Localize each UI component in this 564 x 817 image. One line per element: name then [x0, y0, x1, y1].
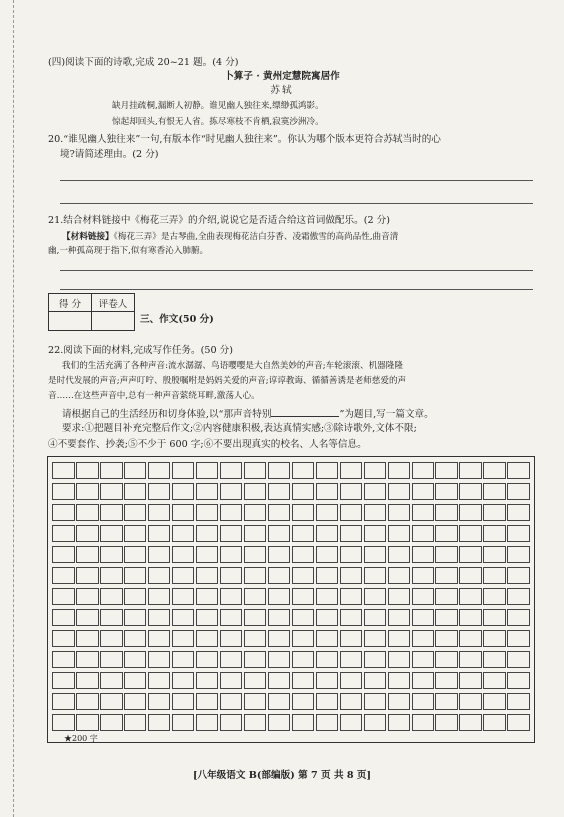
grid-cell[interactable] [172, 567, 195, 584]
score-cell[interactable] [49, 312, 92, 331]
grid-cell[interactable] [459, 672, 482, 689]
grid-cell[interactable] [292, 630, 315, 647]
grid-cell[interactable] [124, 567, 147, 584]
grid-cell[interactable] [435, 714, 458, 731]
grid-cell[interactable] [220, 588, 243, 605]
grid-cell[interactable] [100, 672, 123, 689]
grid-cell[interactable] [340, 714, 363, 731]
grid-cell[interactable] [435, 651, 458, 668]
grid-cell[interactable] [316, 588, 339, 605]
grid-cell[interactable] [340, 504, 363, 521]
grid-cell[interactable] [364, 567, 387, 584]
grid-cell[interactable] [244, 504, 267, 521]
grid-cell[interactable] [340, 462, 363, 479]
grid-cell[interactable] [292, 525, 315, 542]
grid-cell[interactable] [268, 483, 291, 500]
section-three-heading: 三、作文(50 分) [140, 314, 214, 325]
grid-cell[interactable] [507, 567, 530, 584]
material-p1-line-1: 我们的生活充满了各种声音:流水潺潺、鸟语嘤嘤是大自然美妙的声音;车轮滚滚、机器隆隆 [62, 361, 403, 371]
grid-cell[interactable] [244, 567, 267, 584]
grid-cell[interactable] [244, 462, 267, 479]
binding-line [13, 0, 14, 817]
requirements-line-1: 要求:①把题目补充完整后作文;②内容健康积极,表达真情实感;③除诗歌外,文体不限; [62, 423, 417, 434]
grid-cell[interactable] [507, 714, 530, 731]
grid-cell[interactable] [459, 651, 482, 668]
answer-line[interactable] [60, 180, 533, 181]
grid-cell[interactable] [100, 714, 123, 731]
grid-cell[interactable] [292, 693, 315, 710]
poem-title: 卜算子 · 黄州定慧院寓居作 [224, 71, 340, 82]
grid-cell[interactable] [148, 462, 171, 479]
grid-cell[interactable] [412, 483, 435, 500]
grid-cell[interactable] [435, 567, 458, 584]
grader-header: 评卷人 [92, 294, 135, 312]
grid-cell[interactable] [196, 504, 219, 521]
grid-cell[interactable] [196, 672, 219, 689]
grid-cell[interactable] [124, 483, 147, 500]
grid-cell[interactable] [435, 672, 458, 689]
grid-cell[interactable] [459, 588, 482, 605]
grid-cell[interactable] [124, 462, 147, 479]
question-22: 22.阅读下面的材料,完成写作任务。(50 分) [48, 345, 233, 356]
grid-cell[interactable] [388, 693, 411, 710]
grid-cell[interactable] [435, 588, 458, 605]
poem-author: 苏轼 [270, 85, 294, 96]
grid-cell[interactable] [268, 630, 291, 647]
grid-cell[interactable] [459, 546, 482, 563]
grid-cell[interactable] [196, 525, 219, 542]
grid-cell[interactable] [124, 588, 147, 605]
grid-cell[interactable] [507, 588, 530, 605]
grid-cell[interactable] [364, 546, 387, 563]
grid-cell[interactable] [388, 525, 411, 542]
grid-cell[interactable] [172, 525, 195, 542]
title-blank[interactable] [271, 406, 339, 417]
grid-cell[interactable] [292, 462, 315, 479]
grid-cell[interactable] [364, 462, 387, 479]
grid-cell[interactable] [268, 504, 291, 521]
grid-cell[interactable] [76, 651, 99, 668]
grid-cell[interactable] [100, 693, 123, 710]
grid-cell[interactable] [76, 693, 99, 710]
grid-cell[interactable] [340, 651, 363, 668]
grid-cell[interactable] [459, 504, 482, 521]
grid-cell[interactable] [220, 672, 243, 689]
grid-cell[interactable] [388, 714, 411, 731]
grid-cell[interactable] [148, 546, 171, 563]
grid-cell[interactable] [220, 546, 243, 563]
grid-cell[interactable] [220, 609, 243, 626]
grid-cell[interactable] [196, 651, 219, 668]
grid-cell[interactable] [292, 651, 315, 668]
grid-cell[interactable] [52, 651, 75, 668]
grid-cell[interactable] [459, 714, 482, 731]
grid-cell[interactable] [364, 525, 387, 542]
grid-cell[interactable] [412, 525, 435, 542]
grid-cell[interactable] [507, 693, 530, 710]
grid-cell[interactable] [340, 546, 363, 563]
grid-cell[interactable] [172, 693, 195, 710]
grid-cell[interactable] [100, 630, 123, 647]
grid-cell[interactable] [172, 609, 195, 626]
grid-cell[interactable] [244, 525, 267, 542]
grid-cell[interactable] [100, 588, 123, 605]
grid-cell[interactable] [172, 672, 195, 689]
grid-cell[interactable] [292, 567, 315, 584]
grid-cell[interactable] [196, 693, 219, 710]
grid-cell[interactable] [244, 672, 267, 689]
grid-cell[interactable] [220, 525, 243, 542]
grid-cell[interactable] [244, 651, 267, 668]
grid-cell[interactable] [100, 546, 123, 563]
grid-cell[interactable] [124, 504, 147, 521]
grid-cell[interactable] [435, 693, 458, 710]
grid-cell[interactable] [483, 693, 506, 710]
writing-task-prefix: 请根据自己的生活经历和切身体验,以“那声音特别 [62, 409, 272, 420]
grid-cell[interactable] [196, 714, 219, 731]
material-p1-line-3: 音……在这些声音中,总有一种声音萦绕耳畔,激荡人心。 [48, 391, 260, 401]
grid-cell[interactable] [268, 588, 291, 605]
grid-cell[interactable] [100, 651, 123, 668]
grid-cell[interactable] [196, 546, 219, 563]
grid-cell[interactable] [76, 714, 99, 731]
grid-cell[interactable] [507, 651, 530, 668]
grid-cell[interactable] [76, 609, 99, 626]
grid-cell[interactable] [483, 546, 506, 563]
grid-cell[interactable] [268, 525, 291, 542]
grid-cell[interactable] [268, 672, 291, 689]
grid-cell[interactable] [507, 462, 530, 479]
grid-cell[interactable] [76, 630, 99, 647]
grid-cell[interactable] [76, 504, 99, 521]
grid-cell[interactable] [244, 483, 267, 500]
question-21: 21.结合材料链接中《梅花三弄》的介绍,说说它是否适合给这首词做配乐。(2 分) [48, 215, 390, 226]
question-20-line-1: 20.“谁见幽人独往来”一句,有版本作“时见幽人独往来”。你认为哪个版本更符合苏轼当时的心 [48, 134, 441, 145]
grid-cell[interactable] [292, 609, 315, 626]
grid-cell[interactable] [459, 462, 482, 479]
grid-cell[interactable] [52, 504, 75, 521]
grid-cell[interactable] [76, 588, 99, 605]
grid-cell[interactable] [148, 483, 171, 500]
grid-cell[interactable] [268, 714, 291, 731]
grid-cell[interactable] [364, 651, 387, 668]
grid-cell[interactable] [220, 693, 243, 710]
grid-cell[interactable] [52, 609, 75, 626]
grid-cell[interactable] [459, 567, 482, 584]
grid-cell[interactable] [340, 693, 363, 710]
grid-cell[interactable] [483, 630, 506, 647]
grid-cell[interactable] [388, 609, 411, 626]
grid-cell[interactable] [388, 672, 411, 689]
grid-cell[interactable] [364, 672, 387, 689]
grid-cell[interactable] [52, 588, 75, 605]
grid-cell[interactable] [483, 609, 506, 626]
grid-cell[interactable] [412, 630, 435, 647]
grid-cell[interactable] [76, 525, 99, 542]
grid-cell[interactable] [172, 630, 195, 647]
grid-cell[interactable] [483, 525, 506, 542]
grid-cell[interactable] [388, 651, 411, 668]
grid-cell[interactable] [316, 546, 339, 563]
poem-line-1: 缺月挂疏桐,漏断人初静。谁见幽人独往来,缥缈孤鸿影。 [112, 101, 324, 111]
grid-cell[interactable] [483, 714, 506, 731]
grid-cell[interactable] [459, 630, 482, 647]
grid-cell[interactable] [124, 693, 147, 710]
grid-cell[interactable] [172, 462, 195, 479]
grid-cell[interactable] [124, 546, 147, 563]
grid-cell[interactable] [268, 567, 291, 584]
grid-cell[interactable] [52, 483, 75, 500]
grid-cell[interactable] [364, 609, 387, 626]
grid-cell[interactable] [124, 672, 147, 689]
answer-line[interactable] [60, 203, 533, 204]
grid-cell[interactable] [340, 588, 363, 605]
grid-cell[interactable] [148, 630, 171, 647]
grid-cell[interactable] [292, 714, 315, 731]
grid-cell[interactable] [244, 693, 267, 710]
grid-cell[interactable] [388, 462, 411, 479]
grid-cell[interactable] [459, 483, 482, 500]
grid-cell[interactable] [172, 651, 195, 668]
grid-cell[interactable] [435, 525, 458, 542]
grid-cell[interactable] [316, 630, 339, 647]
grid-cell[interactable] [316, 693, 339, 710]
grid-cell[interactable] [244, 714, 267, 731]
grid-cell[interactable] [100, 567, 123, 584]
grid-cell[interactable] [268, 651, 291, 668]
grid-cell[interactable] [316, 462, 339, 479]
material-line-2: 幽,一种孤高现于指下,似有寒香沁入肺腑。 [48, 246, 209, 256]
grid-cell[interactable] [316, 483, 339, 500]
grid-cell[interactable] [435, 462, 458, 479]
grid-cell[interactable] [316, 567, 339, 584]
grid-cell[interactable] [412, 546, 435, 563]
grid-cell[interactable] [412, 672, 435, 689]
page-footer: [八年级语文 B(部编版) 第 7 页 共 8 页] [192, 770, 372, 781]
grid-cell[interactable] [52, 672, 75, 689]
grid-cell[interactable] [507, 504, 530, 521]
poem-line-2: 惊起却回头,有恨无人省。拣尽寒枝不肯栖,寂寞沙洲冷。 [112, 117, 324, 127]
grid-cell[interactable] [292, 672, 315, 689]
requirements-line-2: ④不要套作、抄袭;⑤不少于 600 字;⑥不要出现真实的校名、人名等信息。 [48, 439, 367, 450]
grid-cell[interactable] [124, 630, 147, 647]
grid-cell[interactable] [100, 609, 123, 626]
grid-cell[interactable] [459, 525, 482, 542]
grid-cell[interactable] [412, 651, 435, 668]
grid-cell[interactable] [292, 483, 315, 500]
grid-cell[interactable] [435, 609, 458, 626]
grid-cell[interactable] [435, 546, 458, 563]
grid-cell[interactable] [148, 525, 171, 542]
answer-line[interactable] [60, 289, 533, 290]
grid-cell[interactable] [148, 651, 171, 668]
grid-cell[interactable] [340, 609, 363, 626]
grid-cell[interactable] [196, 462, 219, 479]
grid-cell[interactable] [52, 714, 75, 731]
grid-cell[interactable] [364, 483, 387, 500]
grid-cell[interactable] [388, 588, 411, 605]
grid-cell[interactable] [412, 714, 435, 731]
grid-cell[interactable] [507, 609, 530, 626]
grid-cell[interactable] [459, 609, 482, 626]
grid-cell[interactable] [507, 630, 530, 647]
grid-cell[interactable] [52, 630, 75, 647]
writing-task [62, 406, 434, 421]
grid-cell[interactable] [435, 630, 458, 647]
grid-cell[interactable] [316, 672, 339, 689]
grid-cell[interactable] [148, 609, 171, 626]
grid-cell[interactable] [268, 462, 291, 479]
grid-cell[interactable] [52, 693, 75, 710]
grid-cell[interactable] [124, 525, 147, 542]
grid-cell[interactable] [196, 567, 219, 584]
grid-cell[interactable] [52, 525, 75, 542]
grid-cell[interactable] [435, 504, 458, 521]
score-table [48, 293, 135, 331]
grid-cell[interactable] [483, 504, 506, 521]
grid-cell[interactable] [220, 714, 243, 731]
grid-cell[interactable] [268, 546, 291, 563]
writing-task-suffix: ”为题目,写一篇文章。 [339, 409, 434, 420]
grid-cell[interactable] [220, 462, 243, 479]
material-p1-line-2: 是时代发展的声音;声声叮咛、殷殷嘱咐是妈妈关爱的声音;谆谆教诲、循循善诱是老师慈爱的声 [48, 376, 407, 386]
grid-cell[interactable] [196, 609, 219, 626]
grid-cell[interactable] [340, 630, 363, 647]
grid-cell[interactable] [316, 504, 339, 521]
grid-cell[interactable] [388, 630, 411, 647]
grid-cell[interactable] [148, 588, 171, 605]
material-label: 【材料链接】 [62, 232, 114, 242]
material-text: 《梅花三弄》是古琴曲,全曲表现梅花洁白芬香、凌霜傲雪的高尚品性,曲音清 [113, 232, 399, 242]
grid-cell[interactable] [172, 588, 195, 605]
grid-cell[interactable] [76, 483, 99, 500]
grid-cell[interactable] [100, 525, 123, 542]
grid-cell[interactable] [76, 462, 99, 479]
grid-cell[interactable] [196, 483, 219, 500]
grid-cell[interactable] [412, 462, 435, 479]
grid-cell[interactable] [507, 546, 530, 563]
grid-cell[interactable] [100, 504, 123, 521]
question-20-line-2: 境?请简述理由。(2 分) [60, 149, 159, 160]
grid-cell[interactable] [220, 630, 243, 647]
grid-cell[interactable] [483, 483, 506, 500]
grid-cell[interactable] [340, 483, 363, 500]
grid-cell[interactable] [124, 651, 147, 668]
grid-cell[interactable] [244, 609, 267, 626]
grid-cell[interactable] [388, 567, 411, 584]
grid-cell[interactable] [292, 504, 315, 521]
grid-cell[interactable] [220, 651, 243, 668]
grid-cell[interactable] [364, 504, 387, 521]
grid-cell[interactable] [100, 462, 123, 479]
grid-cell[interactable] [340, 672, 363, 689]
grid-cell[interactable] [196, 588, 219, 605]
grid-cell[interactable] [148, 714, 171, 731]
grid-cell[interactable] [172, 546, 195, 563]
grid-cell[interactable] [148, 567, 171, 584]
grid-cell[interactable] [388, 546, 411, 563]
grid-cell[interactable] [316, 651, 339, 668]
grid-cell[interactable] [435, 483, 458, 500]
grader-cell[interactable] [92, 312, 135, 331]
material-line-1 [62, 231, 398, 243]
score-header: 得 分 [49, 294, 92, 312]
grid-cell[interactable] [483, 462, 506, 479]
grid-cell[interactable] [244, 546, 267, 563]
grid-cell[interactable] [364, 693, 387, 710]
grid-cell[interactable] [316, 525, 339, 542]
grid-cell[interactable] [100, 483, 123, 500]
grid-cell[interactable] [483, 567, 506, 584]
grid-cell[interactable] [483, 588, 506, 605]
grid-cell[interactable] [340, 525, 363, 542]
grid-cell[interactable] [172, 504, 195, 521]
grid-cell[interactable] [388, 483, 411, 500]
grid-cell[interactable] [172, 714, 195, 731]
grid-cell[interactable] [292, 588, 315, 605]
grid-cell[interactable] [483, 672, 506, 689]
grid-cell[interactable] [244, 588, 267, 605]
grid-cell[interactable] [76, 546, 99, 563]
grid-cell[interactable] [459, 693, 482, 710]
answer-line[interactable] [60, 270, 533, 271]
grid-cell[interactable] [52, 546, 75, 563]
grid-cell[interactable] [316, 714, 339, 731]
grid-cell[interactable] [76, 567, 99, 584]
grid-cell[interactable] [172, 483, 195, 500]
grid-cell[interactable] [220, 504, 243, 521]
grid-cell[interactable] [76, 672, 99, 689]
grid-cell[interactable] [220, 567, 243, 584]
grid-cell[interactable] [364, 630, 387, 647]
grid-cell[interactable] [148, 672, 171, 689]
grid-cell[interactable] [507, 672, 530, 689]
grid-cell[interactable] [292, 546, 315, 563]
grid-cell[interactable] [412, 567, 435, 584]
word-count-mark: ★200 字 [64, 734, 98, 743]
grid-cell[interactable] [124, 714, 147, 731]
grid-cell[interactable] [316, 609, 339, 626]
grid-cell[interactable] [268, 609, 291, 626]
grid-cell[interactable] [412, 504, 435, 521]
grid-cell[interactable] [388, 504, 411, 521]
section-four-heading: (四)阅读下面的诗歌,完成 20~21 题。(4 分) [48, 57, 239, 68]
grid-cell[interactable] [507, 483, 530, 500]
grid-cell[interactable] [148, 504, 171, 521]
grid-cell[interactable] [196, 630, 219, 647]
writing-grid[interactable] [47, 456, 535, 743]
grid-cell[interactable] [52, 462, 75, 479]
grid-cell[interactable] [268, 693, 291, 710]
grid-cell[interactable] [507, 525, 530, 542]
grid-cell[interactable] [148, 693, 171, 710]
grid-cell[interactable] [483, 651, 506, 668]
grid-cell[interactable] [124, 609, 147, 626]
grid-cell[interactable] [364, 588, 387, 605]
grid-cell[interactable] [364, 714, 387, 731]
grid-cell[interactable] [52, 567, 75, 584]
grid-cell[interactable] [244, 630, 267, 647]
grid-cell[interactable] [412, 609, 435, 626]
grid-cell[interactable] [412, 693, 435, 710]
grid-cell[interactable] [412, 588, 435, 605]
grid-cell[interactable] [340, 567, 363, 584]
grid-cell[interactable] [220, 483, 243, 500]
